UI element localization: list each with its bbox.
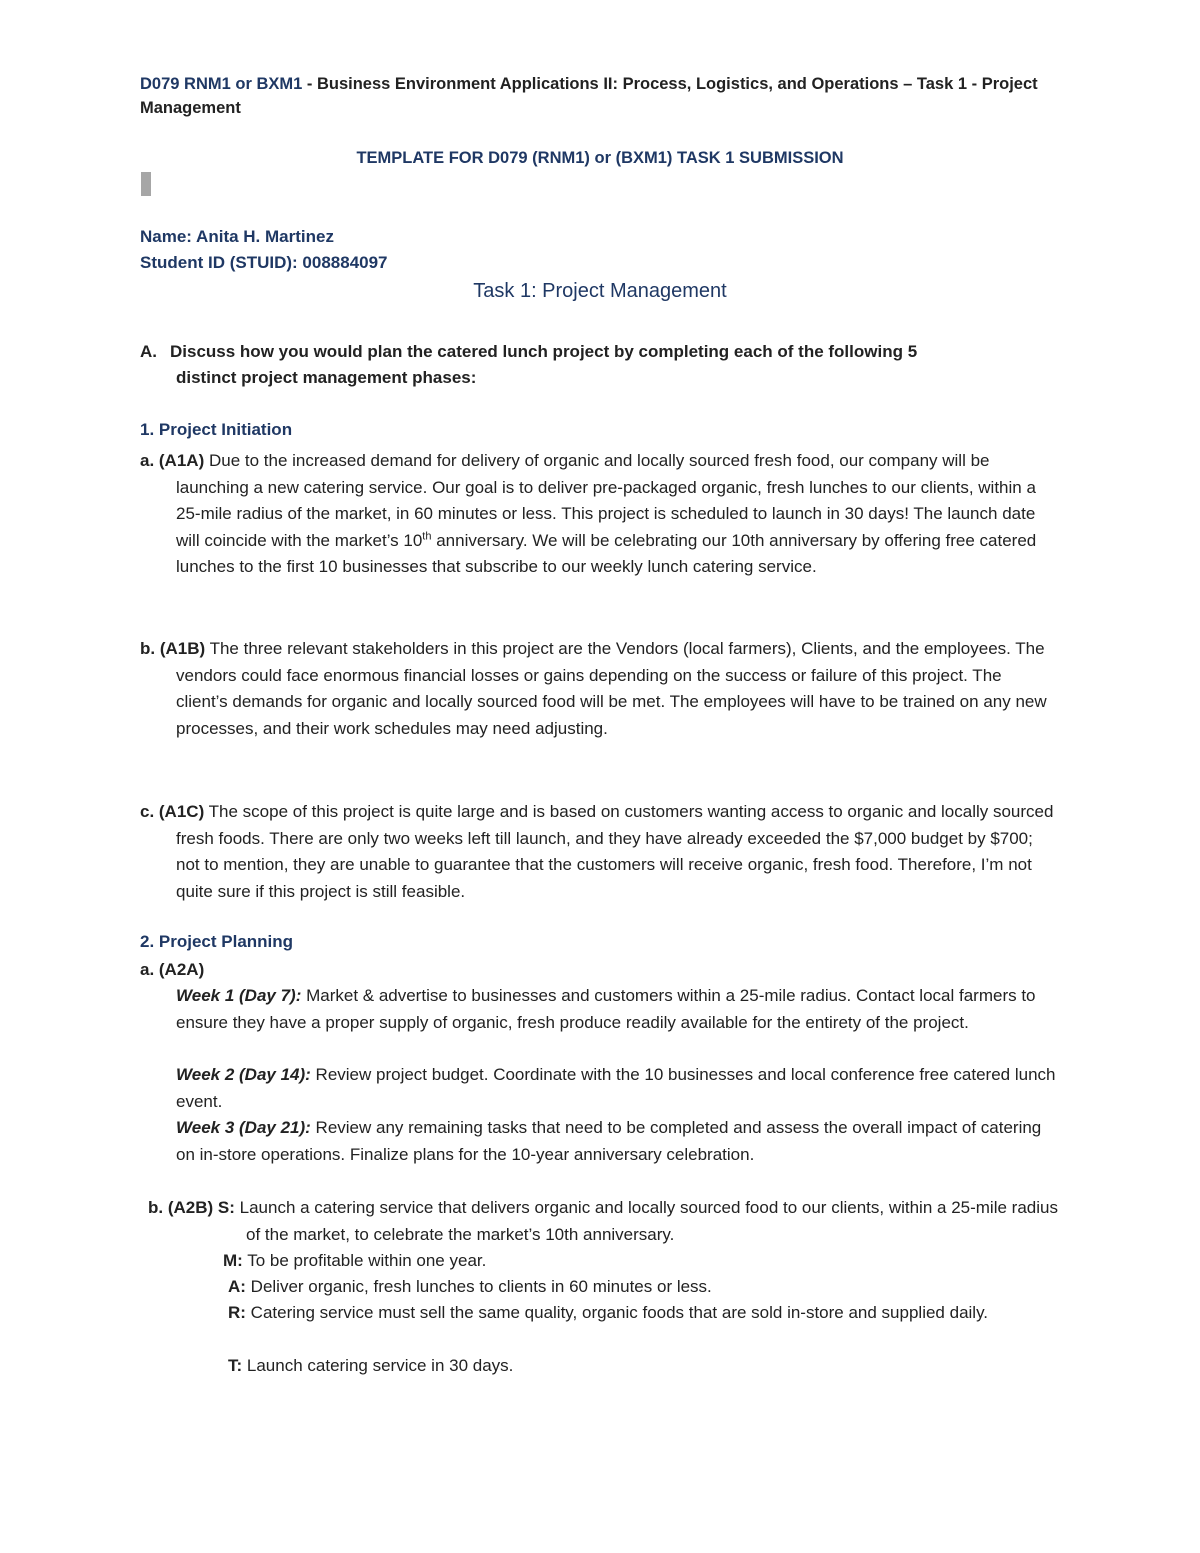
section-1-title: 1. Project Initiation (140, 420, 293, 439)
section-1b-paragraph (140, 636, 1055, 742)
section-1b-label: b. (A1B) (140, 639, 206, 658)
week1-label: Week 1 (Day 7): (176, 986, 302, 1005)
week3-text: Review any remaining tasks that need to be completed and assess the overall impact of catering on in-store operations. Finalize plans for the 10-year anniversary celebration. (176, 1118, 1042, 1164)
smart-m-row (223, 1248, 486, 1275)
week1-text: Market & advertise to businesses and customers within a 25-mile radius. Contact local farmers to ensure they have a proper supply of organic, fresh produce readily available for the entirety of the project. (176, 986, 1036, 1032)
section-1c-paragraph (140, 799, 1060, 905)
smart-a-label: A: (228, 1277, 246, 1296)
week2-paragraph (176, 1062, 1056, 1115)
smart-s-text: Launch a catering service that delivers organic and locally sourced food to our clients, within a 25-mile radius of the market, to celebrate the market’s 10th anniversary. (234, 1198, 1058, 1244)
section-1a-sup: th (422, 529, 432, 542)
course-title: - Business Environment Applications II: Process, Logistics, and Operations – Task 1 - Project Management (140, 75, 1038, 117)
section-2b-label: b. (A2B) (148, 1198, 214, 1217)
smart-t-label: T: (228, 1356, 243, 1375)
section-1a-text2: anniversary. We will be celebrating our 10th anniversary by offering free catered lunches to the first 10 businesses that subscribe to our weekly lunch catering service. (176, 530, 1037, 576)
student-id-line: Student ID (STUID): 008884097 (140, 253, 388, 272)
week2-text: Review project budget. Coordinate with the 10 businesses and local conference free catered lunch event. (176, 1065, 1056, 1111)
smart-a-row (228, 1274, 712, 1301)
section-1a-paragraph (140, 448, 1055, 581)
section-1a-text: Due to the increased demand for delivery of organic and locally sourced fresh food, our company will be launching a new catering service. Our goal is to deliver pre-packaged organic, fresh lunches to our clients, within a 25-mile radius of the market, in 60 minutes or less. This project is scheduled to launch in 30 days! The launch date will coincide with the market’s 10 (176, 451, 1036, 550)
margin-marker (141, 172, 151, 196)
week3-paragraph (176, 1115, 1056, 1168)
smart-m-label: M: (223, 1251, 243, 1270)
smart-r-label: R: (228, 1303, 246, 1322)
task-title: Task 1: Project Management (473, 280, 727, 302)
course-header (140, 72, 1060, 120)
question-a-text-line2: distinct project management phases: (176, 368, 477, 387)
section-2-title: 2. Project Planning (140, 932, 294, 951)
smart-t-text: Launch catering service in 30 days. (242, 1356, 514, 1375)
template-title: TEMPLATE FOR D079 (RNM1) or (BXM1) TASK 1 SUBMISSION (356, 149, 844, 167)
section-1c-label: c. (A1C) (140, 802, 205, 821)
section-1c-text: The scope of this project is quite large and is based on customers wanting access to organic and locally sourced fresh foods. There are only two weeks left till launch, and they have already exceeded the $7,000 budget by $700; not to mention, they are unable to guarantee that the customers will receive organic, fresh food. Therefore, I’m not quite sure if this project is still feasible. (176, 802, 1054, 901)
section-2a-label: a. (A2A) (140, 960, 205, 979)
week2-label: Week 2 (Day 14): (176, 1065, 311, 1084)
smart-r-paragraph (228, 1300, 1068, 1327)
smart-r-text: Catering service must sell the same quality, organic foods that are sold in-store and supplied daily. (245, 1303, 989, 1322)
smart-s-paragraph (148, 1195, 1063, 1248)
smart-a-text: Deliver organic, fresh lunches to clients in 60 minutes or less. (245, 1277, 712, 1296)
course-code: D079 RNM1 or BXM1 (140, 75, 303, 93)
section-1a-label: a. (A1A) (140, 451, 205, 470)
smart-t-row (228, 1353, 513, 1380)
smart-m-text: To be profitable within one year. (242, 1251, 487, 1270)
week3-label: Week 3 (Day 21): (176, 1118, 311, 1137)
section-1b-text: The three relevant stakeholders in this project are the Vendors (local farmers), Clients, and the employees. The vendors could face enormous financial losses or gains depending on the success or failure of this project. The client’s demands for organic and locally sourced food will be met. The employees will have to be trained on any new processes, and their work schedules may need adjusting. (176, 639, 1047, 738)
week1-paragraph (176, 983, 1056, 1036)
question-a-text: Discuss how you would plan the catered lunch project by completing each of the following 5 (170, 342, 918, 361)
smart-s-label: S: (217, 1198, 235, 1217)
name-line: Name: Anita H. Martinez (140, 227, 334, 246)
question-a-label: A. (140, 342, 157, 361)
